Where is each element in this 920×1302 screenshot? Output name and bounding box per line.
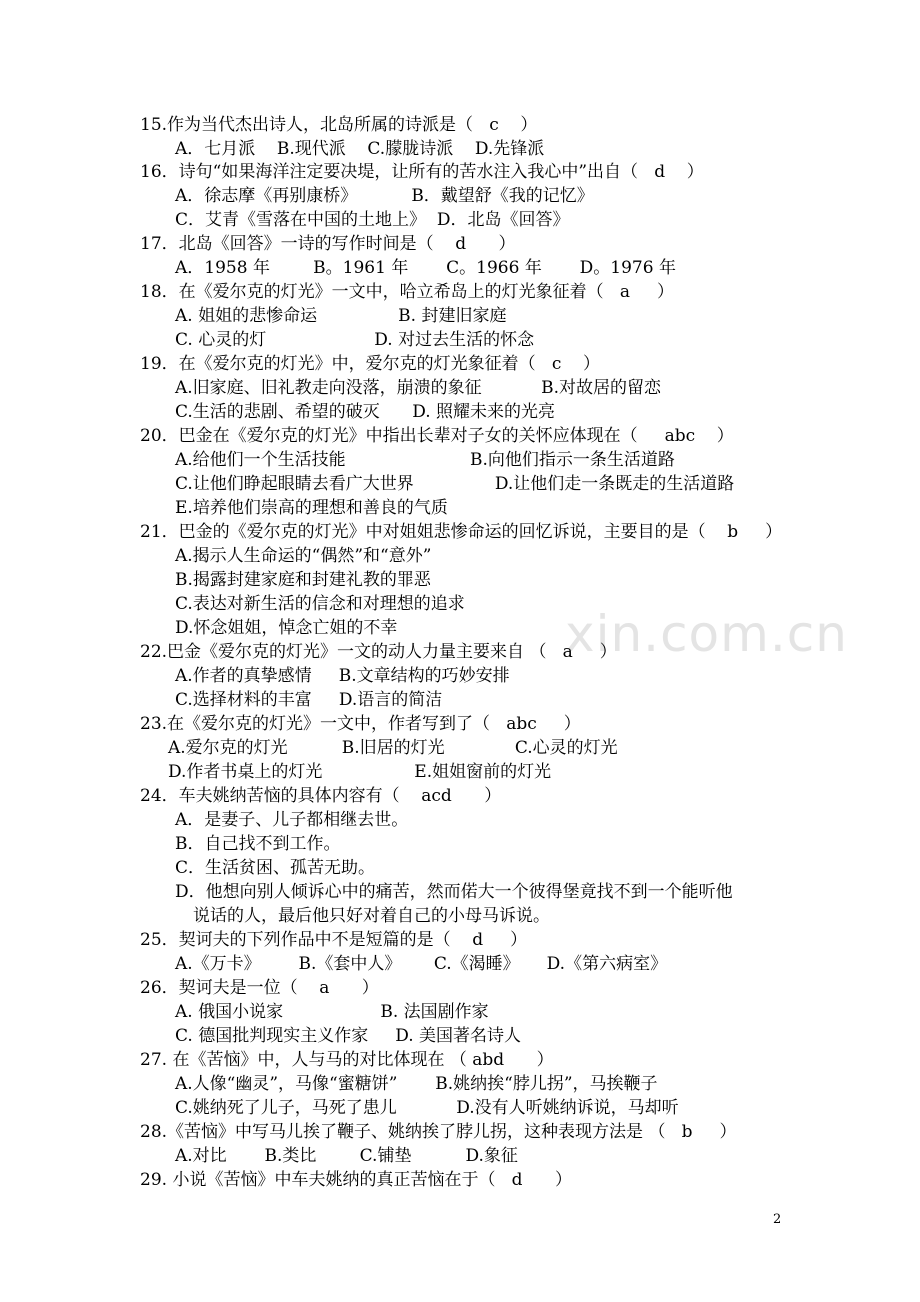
text-line: A.作者的真挚感情 B.文章结构的巧妙安排 [175, 666, 510, 686]
text-line: 18．在《爱尔克的灯光》一文中，哈立希岛上的灯光象征着（ a ） [140, 282, 674, 302]
text-line: C.姚纳死了儿子，马死了患儿 D.没有人听姚纳诉说，马却听 [175, 1098, 679, 1118]
text-line: C. 德国批判现实主义作家 D. 美国著名诗人 [175, 1026, 522, 1046]
text-line: 21．巴金的《爱尔克的灯光》中对姐姐悲惨命运的回忆诉说，主要目的是（ b ） [140, 522, 783, 542]
text-line: 27. 在《苦恼》中，人与马的对比体现在 （ abd ） [140, 1050, 554, 1070]
text-line: 20．巴金在《爱尔克的灯光》中指出长辈对子女的关怀应体现在（ abc ） [140, 426, 734, 446]
text-line: D.怀念姐姐，悼念亡姐的不幸 [175, 618, 398, 638]
text-line: A.人像“幽灵”，马像“蜜糖饼” B.姚纳挨“脖儿拐”，马挨鞭子 [175, 1074, 658, 1094]
text-line: C．生活贫困、孤苦无助。 [175, 858, 376, 878]
text-line: 24．车夫姚纳苦恼的具体内容有（ acd ） [140, 786, 502, 806]
text-line: A.揭示人生命运的“偶然”和“意外” [175, 546, 432, 566]
page-number: 2 [773, 1212, 782, 1227]
text-line: 29. 小说《苦恼》中车夫姚纳的真正苦恼在于（ d ） [140, 1170, 572, 1190]
text-line: A．是妻子、儿子都相继去世。 [175, 810, 409, 830]
text-line: C. 心灵的灯 D. 对过去生活的怀念 [175, 330, 535, 350]
text-line: D．他想向别人倾诉心中的痛苦，然而偌大一个彼得堡竟找不到一个能听他 [175, 882, 733, 902]
text-line: 说话的人，最后他只好对着自己的小母马诉说。 [193, 906, 550, 926]
text-line: C.让他们睁起眼睛去看广大世界 D.让他们走一条既走的生活道路 [175, 474, 735, 494]
text-line: B.揭露封建家庭和封建礼教的罪恶 [175, 570, 431, 590]
text-line: 23.在《爱尔克的灯光》一文中，作者写到了（ abc ） [140, 714, 581, 734]
text-line: A.《万卡》 B.《套中人》 C.《渴睡》 D.《第六病室》 [175, 954, 668, 974]
text-line: 26．契诃夫是一位（ a ） [140, 978, 379, 998]
text-line: B．自己找不到工作。 [175, 834, 341, 854]
text-line: 22.巴金《爱尔克的灯光》一文的动人力量主要来自 （ a ） [140, 642, 617, 662]
text-line: C.表达对新生活的信念和对理想的追求 [175, 594, 465, 614]
text-line: A. 俄国小说家 B. 法国剧作家 [175, 1002, 489, 1022]
text-line: D.作者书桌上的灯光 E.姐姐窗前的灯光 [168, 762, 552, 782]
text-line: A.旧家庭、旧礼教走向没落，崩溃的象征 B.对故居的留恋 [175, 378, 662, 398]
text-line: 16．诗句“如果海洋注定要决堤，让所有的苦水注入我心中”出自（ d ） [140, 162, 704, 182]
watermark-text: xin.com.cn [565, 605, 848, 663]
text-line: 19．在《爱尔克的灯光》中，爱尔克的灯光象征着（ c ） [140, 354, 600, 374]
text-line: A.给他们一个生活技能 B.向他们指示一条生活道路 [175, 450, 675, 470]
text-line: 17．北岛《回答》一诗的写作时间是（ d ） [140, 234, 516, 254]
text-line: E.培养他们崇高的理想和善良的气质 [175, 498, 448, 518]
text-line: A．七月派 B.现代派 C.朦胧诗派 D.先锋派 [175, 139, 545, 159]
text-line: A. 姐姐的悲惨命运 B. 封建旧家庭 [175, 306, 507, 326]
text-line: A．徐志摩《再别康桥》 B．戴望舒《我的记忆》 [175, 186, 594, 206]
text-line: A．1958 年 B。1961 年 C。1966 年 D。1976 年 [175, 258, 676, 278]
text-line: C.生活的悲剧、希望的破灭 D. 照耀未来的光亮 [175, 402, 556, 422]
text-line: 28.《苦恼》中写马儿挨了鞭子、姚纳挨了脖儿拐，这种表现方法是 （ b ） [140, 1122, 737, 1142]
text-line: A.对比 B.类比 C.铺垫 D.象征 [175, 1146, 518, 1166]
text-line: C.选择材料的丰富 D.语言的简洁 [175, 690, 443, 710]
text-line: C．艾青《雪落在中国的土地上》 D．北岛《回答》 [175, 210, 570, 230]
text-line: 25．契诃夫的下列作品中不是短篇的是（ d ） [140, 930, 528, 950]
text-line: 15.作为当代杰出诗人，北岛所属的诗派是（ c ） [140, 115, 538, 135]
text-line: A.爱尔克的灯光 B.旧居的灯光 C.心灵的灯光 [168, 738, 618, 758]
